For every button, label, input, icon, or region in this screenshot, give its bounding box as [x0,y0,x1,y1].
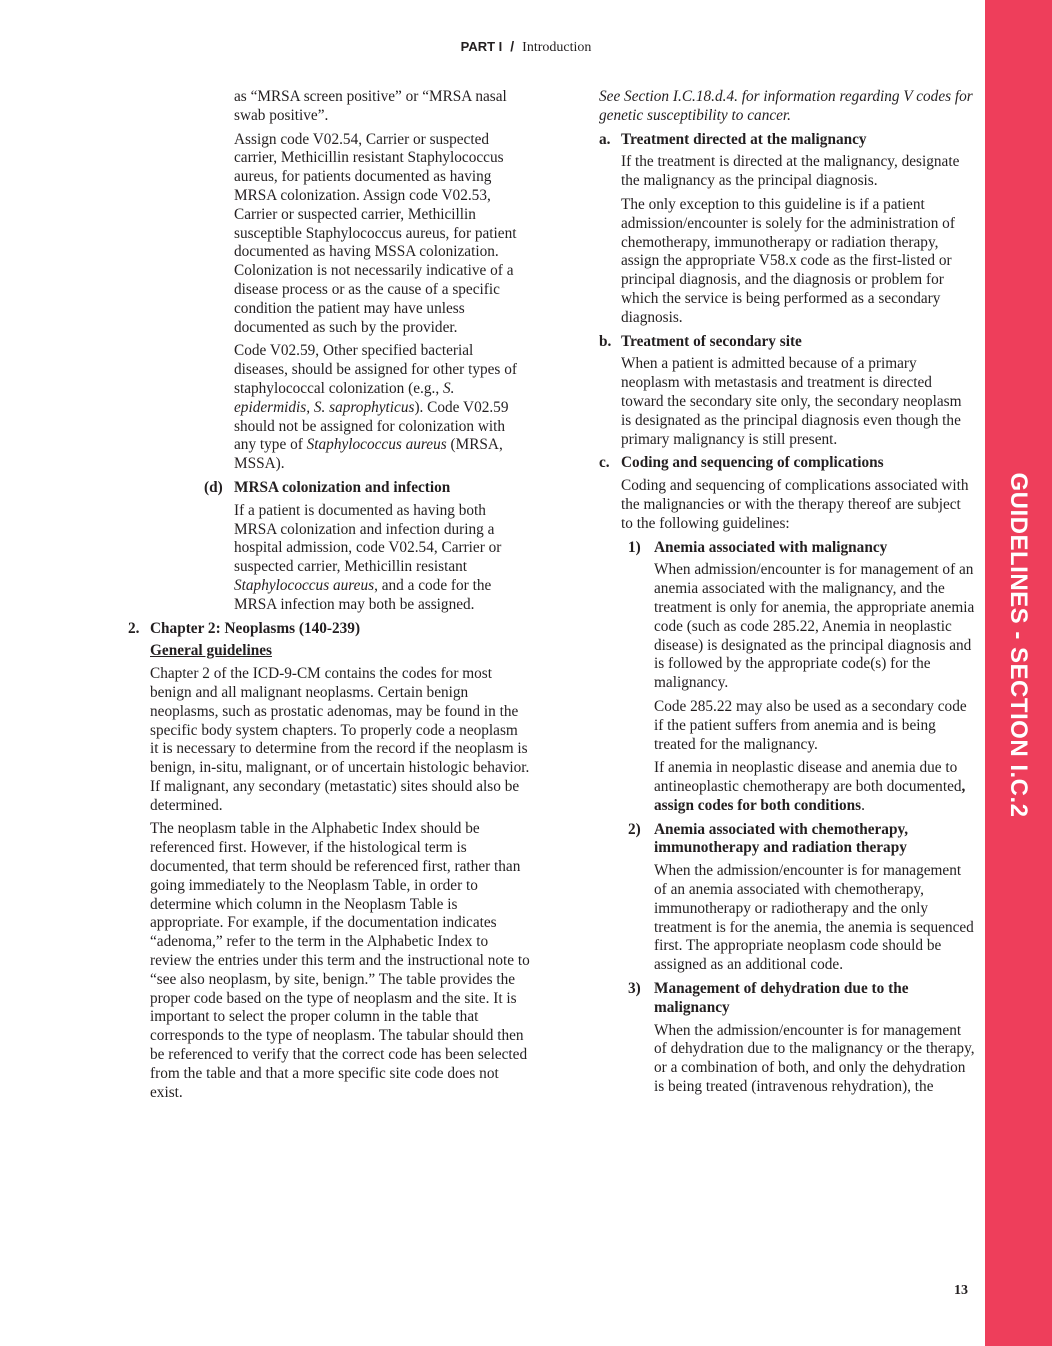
paragraph-chapter-2: Chapter 2 of the ICD-9-CM contains the codes for most benign and all malignant neoplasms. Certain benign neoplasms, such as prostatic adenomas, may be found in the specific body system chapters. To properly code a neoplasm it is necessary to determine from the record if the neoplasm is benign, in-situ, malignant, or of uncertain histologic behavior. If malignant, any secondary (metastatic) sites should also be determined. [150,665,530,814]
text-run: ). Code V02.59 should not be assigned for colonization with any type of [234,398,509,454]
heading-title: Management of dehydration due to the malignancy [654,980,909,1016]
paragraph-code-v02-59 [234,342,530,474]
heading-treatment-malignancy [599,130,975,150]
text-run: If anemia in neoplastic disease and anemia due to antineoplastic chemotherapy are both documented [654,759,962,796]
italic-run: Staphylococcus aureus [306,436,447,454]
heading-number: b. [599,332,612,350]
heading-title: Coding and sequencing of complications [621,454,884,472]
heading-number: (d) [204,478,223,496]
paragraph-mrsa-screen: as “MRSA screen positive” or “MRSA nasal swab positive”. [234,88,507,124]
heading-number: 1) [628,538,641,556]
paragraph-complications: Coding and sequencing of complications associated with the malignancies or with the therapy thereof are subject to the following guidelines: [621,477,969,532]
text-run: (MRSA, MSSA). [234,436,503,473]
italic-run: Staphylococcus aureus [234,576,375,594]
heading-number: a. [599,130,611,148]
bold-run: , assign codes for both conditions [654,778,966,814]
heading-title: Chapter 2: Neoplasms (140-239) [150,619,361,637]
heading-secondary-site [599,332,975,352]
paragraph-exception: The only exception to this guideline is if a patient admission/encounter is solely for the administration of chemotherapy, immunotherapy or radiation therapy, assign the appropriate V58.x code as the first-listed or principal diagnosis, and the diagnosis or problem for which the service is being performed as a secondary diagnosis. [621,195,955,326]
heading-title: Anemia associated with chemotherapy, immunotherapy and radiation therapy [654,820,909,857]
heading-title: General guidelines [150,642,272,660]
heading-number: 2) [628,820,641,838]
paragraph-dehydration: When the admission/encounter is for management of dehydration due to the malignancy or the therapy, or a combination of both, and only the dehydration is being treated (intravenous rehydration), the [654,1021,975,1096]
text-run: . [861,796,865,814]
heading-number: 3) [628,980,641,998]
paragraph-code-285-22: Code 285.22 may also be used as a secondary code if the patient suffers from anemia and is being treated for the malignancy. [654,697,967,753]
see-section-note [599,88,975,126]
paragraph-treatment-malignancy: If the treatment is directed at the malignancy, designate the malignancy as the principal diagnosis. [621,153,960,190]
heading-general-guidelines [150,642,530,661]
header-section: Introduction [522,40,592,55]
section-sidebar [985,0,1052,1346]
running-header [0,38,1052,56]
page-number: 13 [954,1283,968,1298]
heading-title: Anemia associated with malignancy [654,538,888,556]
heading-title: MRSA colonization and infection [234,478,451,496]
heading-complications [599,454,975,473]
paragraph-secondary-site: When a patient is admitted because of a primary neoplasm with metastasis and treatment is directed toward the secondary site only, the secondary neoplasm is designated as the principal diagnosis even though the primary malignancy is still present. [621,355,962,448]
heading-anemia-chemotherapy [628,820,975,859]
heading-number: c. [599,454,610,472]
paragraph-anemia-neoplastic [654,759,975,815]
paragraph-assign-v02-54: Assign code V02.54, Carrier or suspected carrier, Methicillin resistant Staphylococcus aureus, for patients documented as having MRSA colonization. Assign code V02.53, Carrier or suspected carrier, Methicillin susceptible Staphylococcus aureus, for patient documented as having MSSA colonization. Colonization is not necessarily indicative of a disease process or as the cause of a specific condition the patient may have unless documented as such by the provider. [234,130,517,336]
text-run: If a patient is documented as having both MRSA colonization and infection during a hospital admission, code V02.54, Carrier or suspected carrier, Methicillin resistant [234,501,502,576]
left-column [100,88,530,1107]
heading-title: Treatment of secondary site [621,332,802,350]
heading-anemia-malignancy [628,538,975,558]
heading-mrsa-colonization [204,478,530,498]
heading-dehydration [628,980,975,1018]
paragraph-mrsa-colonization [234,502,530,615]
italic-run: See Section I.C.18.d.4. for information regarding V codes for genetic susceptibility to cancer. [599,88,973,124]
heading-number: 2. [128,619,140,637]
paragraph-anemia-management: When admission/encounter is for management of an anemia associated with the malignancy, and the treatment is only for anemia, the appropriate anemia code (such as code 285.22, Anemia in neoplastic disease) is designated as the principal diagnosis and is followed by the appropriate code(s) for the malignancy. [654,561,975,692]
heading-chapter-2 [128,619,530,639]
header-part: PART I [460,39,503,54]
header-separator: / [510,38,515,54]
sidebar-label: GUIDELINES - SECTION I.C.2 [1005,472,1032,818]
italic-run: S. epidermidis, S. saprophyticus [234,379,455,416]
text-run: , and a code for the MRSA infection may both be assigned. [234,576,492,613]
text-run: Code V02.59, Other specified bacterial diseases, should be assigned for other types of staphylococcal colonization (e.g., [234,342,517,397]
heading-title: Treatment directed at the malignancy [621,130,867,148]
paragraph-anemia-chemotherapy: When the admission/encounter is for management of an anemia associated with chemotherapy, immunotherapy or radiotherapy and the only treatment is for the anemia, the anemia is sequenced first. The appropriate neoplasm code should be assigned as an additional code. [654,862,974,974]
right-column [565,88,975,1102]
paragraph-neoplasm-table: The neoplasm table in the Alphabetic Index should be referenced first. However, if the histological term is documented, that term should be referenced first, rather than going immediately to the Neoplasm Table, in order to determine which column in the Neoplasm Table is appropriate. For example, if the documentation indicates “adenoma,” refer to the term in the Alphabetic Index to review the entries under this term and the instructional note to “see also neoplasm, by site, benign.” The table provides the proper code based on the type of neoplasm and the site. It is important to select the proper column in the table that corresponds to the type of neoplasm. The tabular should then be referenced to verify that the correct code has been selected from the table and that a more specific site code does not exist. [150,820,530,1101]
